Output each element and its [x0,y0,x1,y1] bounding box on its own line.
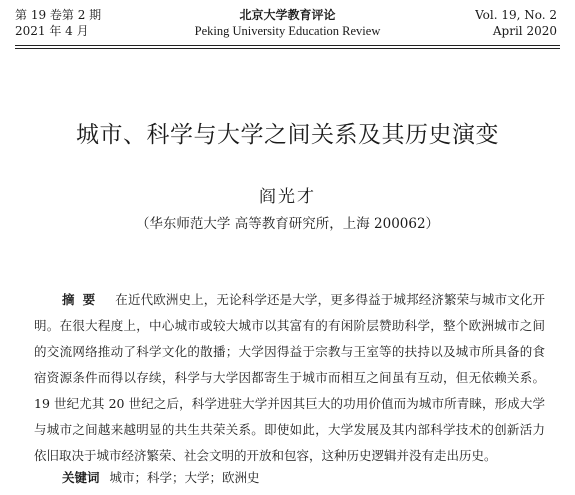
date-en: April 2020 [492,24,557,38]
keywords-text: 城市；科学；大学；欧洲史 [109,470,260,485]
journal-name-cn: 北京大学教育评论 [239,8,336,22]
header-rule-bottom [15,48,560,49]
volume-issue-en: Vol. 19, No. 2 [475,8,557,22]
volume-issue-cn: 第 19 卷第 2 期 [15,8,102,22]
author-name: 阎光才 [259,187,316,207]
article-title: 城市、科学与大学之间关系及其历史演变 [76,122,499,148]
header-rule-top [15,45,560,46]
date-cn: 2021 年 4 月 [15,24,89,38]
author-affiliation: （华东师范大学 高等教育研究所，上海 200062） [135,216,440,232]
abstract [34,287,545,469]
journal-name-en: Peking University Education Review [194,24,381,38]
abstract-label: 摘要 [62,292,104,307]
issue-info-en [475,7,557,39]
keywords-label: 关键词 [62,470,100,485]
keywords [62,469,545,487]
abstract-text: 在近代欧洲史上，无论科学还是大学，更多得益于城邦经济繁荣与城市文化开明。在很大程度上，中心城市或较大城市以其富有的有闲阶层赞助科学，整个欧洲城市之间的交流网络推动了科学文化的散播；大学因得益于宗教与王室等的扶持以及城市所具备的食宿资源条件而得以存续，科学与大学因都寄生于城市而相互之间虽有互动，但无依赖关系。19 世纪尤其 20 世纪之后，科学进驻大学并因其巨大的功用价值而为城市所青睐，形成大学与城市之间越来越明显的共生共荣关系。即使如此，大学发展及其内部科学技术的创新活力依旧取决于城市经济繁荣、社会文明的开放和包容，这种历史逻辑并没有走出历史。 [34,292,545,463]
journal-header [0,0,575,46]
